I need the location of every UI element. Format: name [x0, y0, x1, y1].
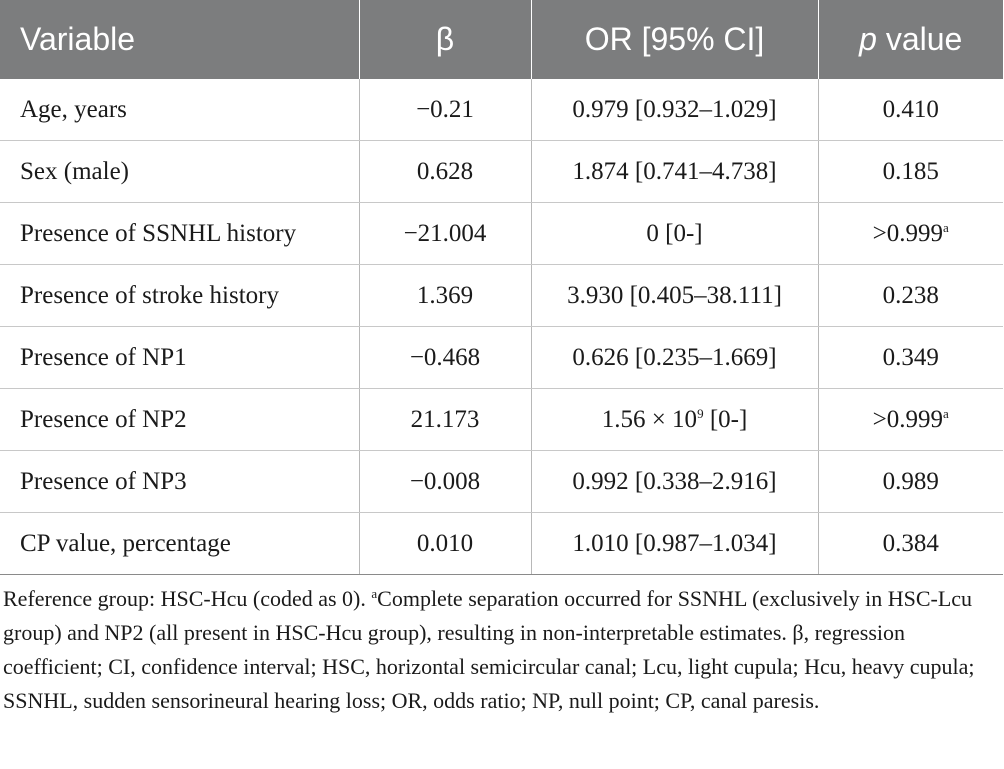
table-row — [0, 203, 1003, 265]
footnote-marker: a — [943, 219, 949, 235]
cell-p-value — [818, 265, 1003, 327]
p-value-text: 0.349 — [882, 343, 939, 371]
cell-beta: −21.004 — [359, 203, 531, 265]
or-ci-base: 1.56 × 10 — [601, 405, 698, 433]
p-value-text: 0.185 — [882, 157, 939, 185]
footnote-text: Complete separation occurred for SSNHL (exclusively in HSC-Lcu group) and NP2 (all present in HSC-Hcu group), resulting in non-interpretable estimates. β, regression coefficient; CI, confidence interval; HSC, horizontal semicircular canal; Lcu, light cupula; Hcu, heavy cupula; SSNHL, sudden sensorineural hearing loss; OR, odds ratio; NP, null point; CP, canal paresis. — [3, 586, 975, 713]
cell-beta: 21.173 — [359, 389, 531, 451]
or-ci-rest: [0-] — [703, 405, 748, 433]
p-value-text: 0.384 — [882, 529, 939, 557]
cell-beta: −0.008 — [359, 451, 531, 513]
table-row — [0, 389, 1003, 451]
footnote-reference: Reference group: HSC-Hcu (coded as 0). — [3, 586, 372, 611]
table-row — [0, 451, 1003, 513]
table-header — [0, 0, 1003, 79]
p-value-text: 0.989 — [882, 467, 939, 495]
cell-p-value — [818, 141, 1003, 203]
p-value-text: 0.238 — [882, 281, 939, 309]
table-body — [0, 79, 1003, 575]
cell-variable: Presence of stroke history — [0, 265, 359, 327]
header-p-value — [818, 0, 1003, 79]
cell-or-ci: 1.010 [0.987–1.034] — [531, 513, 818, 575]
header-or-ci: OR [95% CI] — [531, 0, 818, 79]
cell-variable: Age, years — [0, 79, 359, 141]
cell-variable: Sex (male) — [0, 141, 359, 203]
p-value-text: >0.999 — [872, 405, 944, 433]
cell-or-ci: 0.992 [0.338–2.916] — [531, 451, 818, 513]
footnote-marker: a — [943, 405, 949, 421]
cell-variable: Presence of SSNHL history — [0, 203, 359, 265]
or-ci-exponent: 9 — [697, 405, 704, 421]
header-variable: Variable — [0, 0, 359, 79]
table-row — [0, 513, 1003, 575]
header-p-rest: value — [876, 21, 963, 57]
header-row — [0, 0, 1003, 79]
cell-or-ci: 0.979 [0.932–1.029] — [531, 79, 818, 141]
table-row — [0, 327, 1003, 389]
footnote-marker: a — [371, 586, 378, 601]
cell-p-value — [818, 389, 1003, 451]
cell-or-ci: 0 [0-] — [531, 203, 818, 265]
cell-p-value — [818, 203, 1003, 265]
cell-or-ci: 1.874 [0.741–4.738] — [531, 141, 818, 203]
p-value-text: >0.999 — [872, 219, 944, 247]
cell-beta: −0.468 — [359, 327, 531, 389]
cell-variable: Presence of NP2 — [0, 389, 359, 451]
cell-or-ci — [531, 389, 818, 451]
cell-p-value — [818, 327, 1003, 389]
cell-variable: CP value, percentage — [0, 513, 359, 575]
table-footnote — [3, 582, 988, 718]
cell-p-value — [818, 513, 1003, 575]
cell-p-value — [818, 451, 1003, 513]
table-row — [0, 265, 1003, 327]
cell-variable: Presence of NP1 — [0, 327, 359, 389]
cell-beta: 1.369 — [359, 265, 531, 327]
cell-beta: −0.21 — [359, 79, 531, 141]
table-row — [0, 141, 1003, 203]
header-p-italic: p — [859, 21, 877, 57]
cell-p-value — [818, 79, 1003, 141]
cell-or-ci: 3.930 [0.405–38.111] — [531, 265, 818, 327]
cell-beta: 0.010 — [359, 513, 531, 575]
cell-or-ci: 0.626 [0.235–1.669] — [531, 327, 818, 389]
p-value-text: 0.410 — [882, 95, 939, 123]
cell-variable: Presence of NP3 — [0, 451, 359, 513]
cell-beta: 0.628 — [359, 141, 531, 203]
table-row — [0, 79, 1003, 141]
header-beta: β — [359, 0, 531, 79]
